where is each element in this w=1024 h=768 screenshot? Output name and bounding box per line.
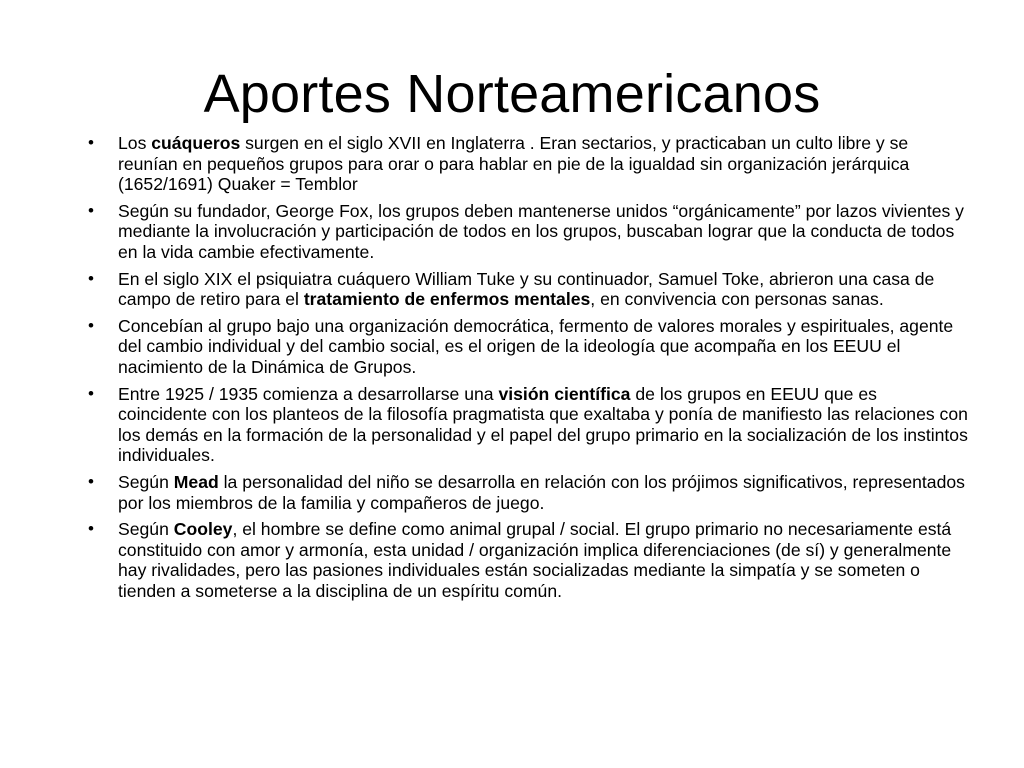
bullet-item-vision-cientifica [88,384,968,466]
bullet-item-cooley [88,519,968,601]
bullet-text [118,519,951,601]
bold-term: cuáqueros [151,133,241,153]
bullet-dot-icon: • [88,519,94,539]
bullet-item-organizacion-democratica [88,316,968,378]
bullet-text [118,316,953,377]
bold-term: visión científica [498,383,631,404]
bold-term: Mead [173,471,219,492]
text-segment: En el siglo XIX el psiquiatra cuáquero William Tuke y su continuador, Samuel Toke, abrieron una casa de campo de retiro para el [118,268,935,310]
text-segment: Concebían al grupo bajo una organización democrática, fermento de valores morales y espirituales, agente del cambio individual y del cambio social, es el origen de la ideología que acompaña en los EEUU el nacimiento de la Dinámica de Grupos. [118,315,954,377]
bullet-text [118,472,965,513]
bullet-dot-icon: • [88,315,94,335]
bullet-dot-icon: • [88,471,94,491]
bullet-text [118,133,909,194]
bullet-item-george-fox [88,201,968,263]
bullet-dot-icon: • [88,268,94,288]
text-segment: surgen en el siglo XVII en Inglaterra . Eran sectarios, y practicaban un culto libre y se reunían en pequeños grupos para orar o para hablar en pie de la igualdad sin organización jerárquica (1652/1691) Quaker = Temblor [118,133,910,195]
bullet-list [88,133,968,607]
bullet-dot-icon: • [88,200,94,220]
text-segment: Los [118,133,152,153]
text-segment: Según [118,471,174,492]
bullet-text [118,201,964,262]
bold-term: Cooley [173,519,233,540]
text-segment: Entre 1925 / 1935 comienza a desarrollarse una [118,383,499,404]
text-segment: de los grupos en EEUU que es coincidente con los planteos de la filosofía pragmatista que exaltaba y ponía de manifiesto las relaciones con los demás en la formación de la personalidad y el papel del grupo primario en la socialización de los instintos individuales. [118,383,968,466]
bold-term: tratamiento de enfermos mentales [303,289,591,310]
bullet-item-cuaqueros [88,133,968,195]
bullet-dot-icon: • [88,383,94,403]
text-segment: Según [118,519,174,540]
bullet-item-william-tuke [88,269,968,310]
text-segment: , el hombre se define como animal grupal / social. El grupo primario no necesariamente está constituido con amor y armonía, esta unidad / organización implica diferenciaciones (de sí) y generalmente hay rivalidades, pero las pasiones individuales están socializadas mediante la simpatía y se someten o tienden a someterse a la disciplina de un espíritu común. [118,519,952,601]
text-segment: la personalidad del niño se desarrolla en relación con los prójimos significativos, representados por los miembros de la familia y compañeros de juego. [118,471,965,513]
bullet-text [118,384,968,466]
bullet-text [118,269,934,310]
bullet-dot-icon: • [88,133,94,152]
slide-title: Aportes Norteamericanos [203,64,821,124]
bullet-item-mead [88,472,968,513]
text-segment: Según su fundador, George Fox, los grupos deben mantenerse unidos “orgánicamente” por lazos vivientes y mediante la involucración y participación de todos en los grupos, buscaban lograr que la conducta de todos en la vida cambie efectivamente. [118,200,964,262]
text-segment: , en convivencia con personas sanas. [590,289,884,310]
